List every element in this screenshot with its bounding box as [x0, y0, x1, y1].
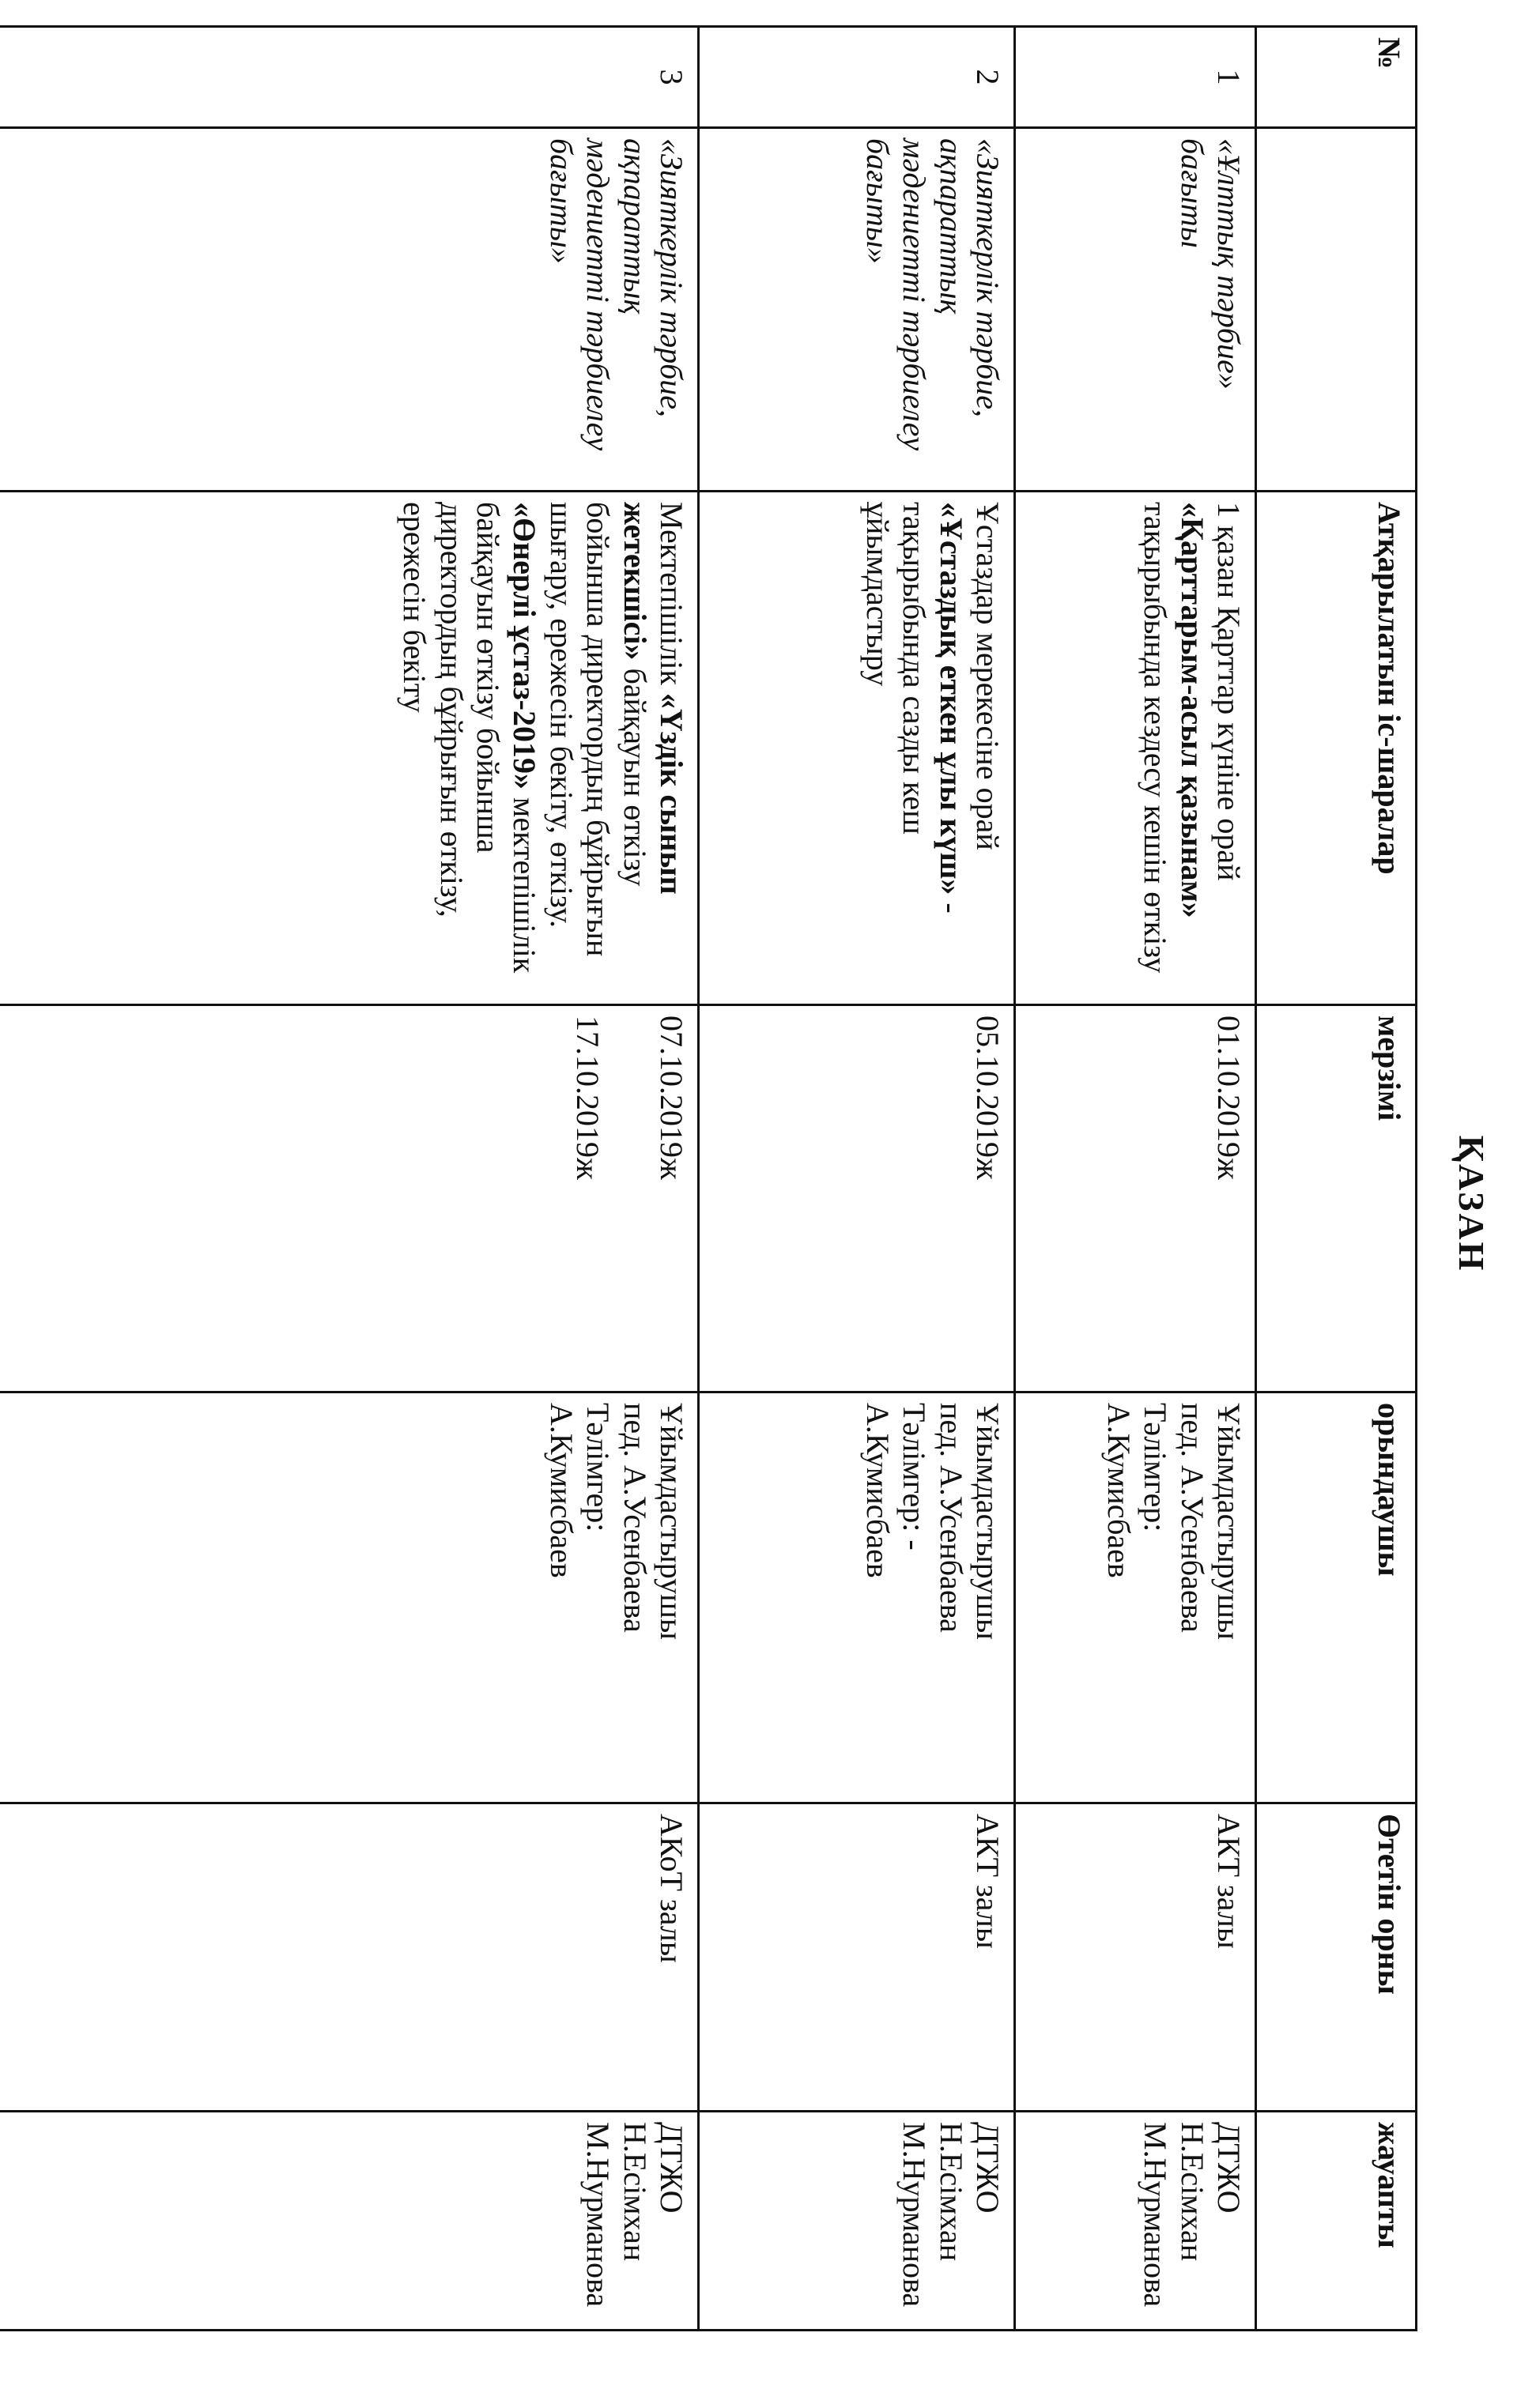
header-responsible: жауапты	[1256, 2112, 1417, 2331]
header-date: мерзімі	[1256, 1005, 1417, 1392]
month-title: ҚАЗАН	[1451, 1135, 1492, 1273]
header-executor: орындаушы	[1256, 1392, 1417, 1803]
responsible-name: Н.Есімхан	[933, 2122, 969, 2262]
row-responsible	[699, 2112, 1015, 2331]
event-text: мектепішілік байқауын өткізу бойынша директордың бұйрығын өткізу, ережесін бекіту	[397, 502, 543, 974]
responsible-name: М.Нурманова	[896, 2122, 933, 2308]
executor-role: Ұйымдастырушы	[970, 1403, 1006, 1640]
row-place: АКТ залы	[699, 1803, 1015, 2112]
header-direction	[1256, 128, 1417, 492]
header-place: Өтетін орны	[1256, 1803, 1417, 2112]
executor-role: Ұйымдастырушы	[654, 1403, 689, 1640]
executor-role: Тәлімгер:	[580, 1403, 617, 1532]
date-value: 17.10.2019ж	[569, 1016, 606, 1180]
responsible-dept: ДТЖО	[970, 2122, 1006, 2214]
date-value: 07.10.2019ж	[654, 1016, 689, 1180]
row-date: 05.10.2019ж	[699, 1005, 1015, 1392]
header-row	[1256, 27, 1417, 2331]
row-number: 2	[699, 27, 1015, 128]
table-row	[1015, 27, 1256, 2331]
event-title: «Өнерлі ұстаз-2019»	[507, 502, 543, 790]
executor-name: пед. А.Усенбаева	[1174, 1403, 1210, 1633]
row-place: АКТ залы	[1015, 1803, 1256, 2112]
table-row	[0, 27, 699, 2331]
row-executor	[0, 1392, 699, 1803]
row-date	[0, 1005, 699, 1392]
row-responsible	[1015, 2112, 1256, 2331]
event-text: тақырыбында кездесу кешін өткізу	[1138, 502, 1174, 974]
event-title: «Ұстаздық еткен ұлы күш»	[933, 502, 969, 895]
executor-name: А.Кумисбаев	[543, 1403, 579, 1578]
executor-name: А.Кумисбаев	[1100, 1403, 1137, 1578]
row-direction: «Зияткерлік тәрбие, ақпараттық мәдениетті тәрбиелеу бағыты»	[699, 128, 1015, 492]
executor-role: Тәлімгер: -	[896, 1403, 933, 1551]
executor-role: Тәлімгер:	[1138, 1403, 1174, 1532]
row-executor	[699, 1392, 1015, 1803]
event-text: Мектепішілік	[654, 502, 689, 693]
executor-role: Ұйымдастырушы	[1211, 1403, 1247, 1640]
row-executor	[1015, 1392, 1256, 1803]
executor-name: А.Кумисбаев	[859, 1403, 896, 1578]
responsible-name: М.Нурманова	[580, 2122, 617, 2308]
event-text: байқауын өткізу бойынша директордың бұйрығын шығару, ережесін бекіту, өткізу.	[543, 502, 653, 957]
executor-name: пед. А.Усенбаева	[933, 1403, 969, 1633]
responsible-name: Н.Есімхан	[617, 2122, 653, 2262]
executor-name: пед. А.Усенбаева	[617, 1403, 653, 1633]
event-plan-table	[0, 25, 1417, 2331]
row-place: АКоТ залы	[0, 1803, 699, 2112]
event-text: - тақырыбында сазды кеш ұйымдастыру	[859, 502, 969, 914]
row-responsible	[0, 2112, 699, 2331]
table-row	[699, 27, 1015, 2331]
responsible-dept: ДТЖО	[1211, 2122, 1247, 2214]
responsible-dept: ДТЖО	[654, 2122, 689, 2214]
row-direction: «Ұлттық тәрбие» бағыты	[1015, 128, 1256, 492]
header-events: Атқарылатын іс-шаралар	[1256, 492, 1417, 1005]
row-date: 01.10.2019ж	[1015, 1005, 1256, 1392]
event-title: «Қарттарым-асыл қазынам»	[1174, 502, 1210, 918]
event-title: «Үздік сынып жетекшісі»	[617, 502, 689, 895]
event-text: Ұстаздар мерекесіне орай	[970, 502, 1006, 850]
responsible-name: Н.Есімхан	[1174, 2122, 1210, 2262]
header-num: №	[1256, 27, 1417, 128]
row-events	[699, 492, 1015, 1005]
row-direction: «Зияткерлік тәрбие, ақпараттық мәдениетті тәрбиелеу бағыты»	[0, 128, 699, 492]
row-number: 1	[1015, 27, 1256, 128]
event-text: 1 қазан Қарттар күніне орай	[1211, 502, 1247, 881]
row-events	[1015, 492, 1256, 1005]
responsible-name: М.Нурманова	[1138, 2122, 1174, 2308]
row-events	[0, 492, 699, 1005]
row-number: 3	[0, 27, 699, 128]
